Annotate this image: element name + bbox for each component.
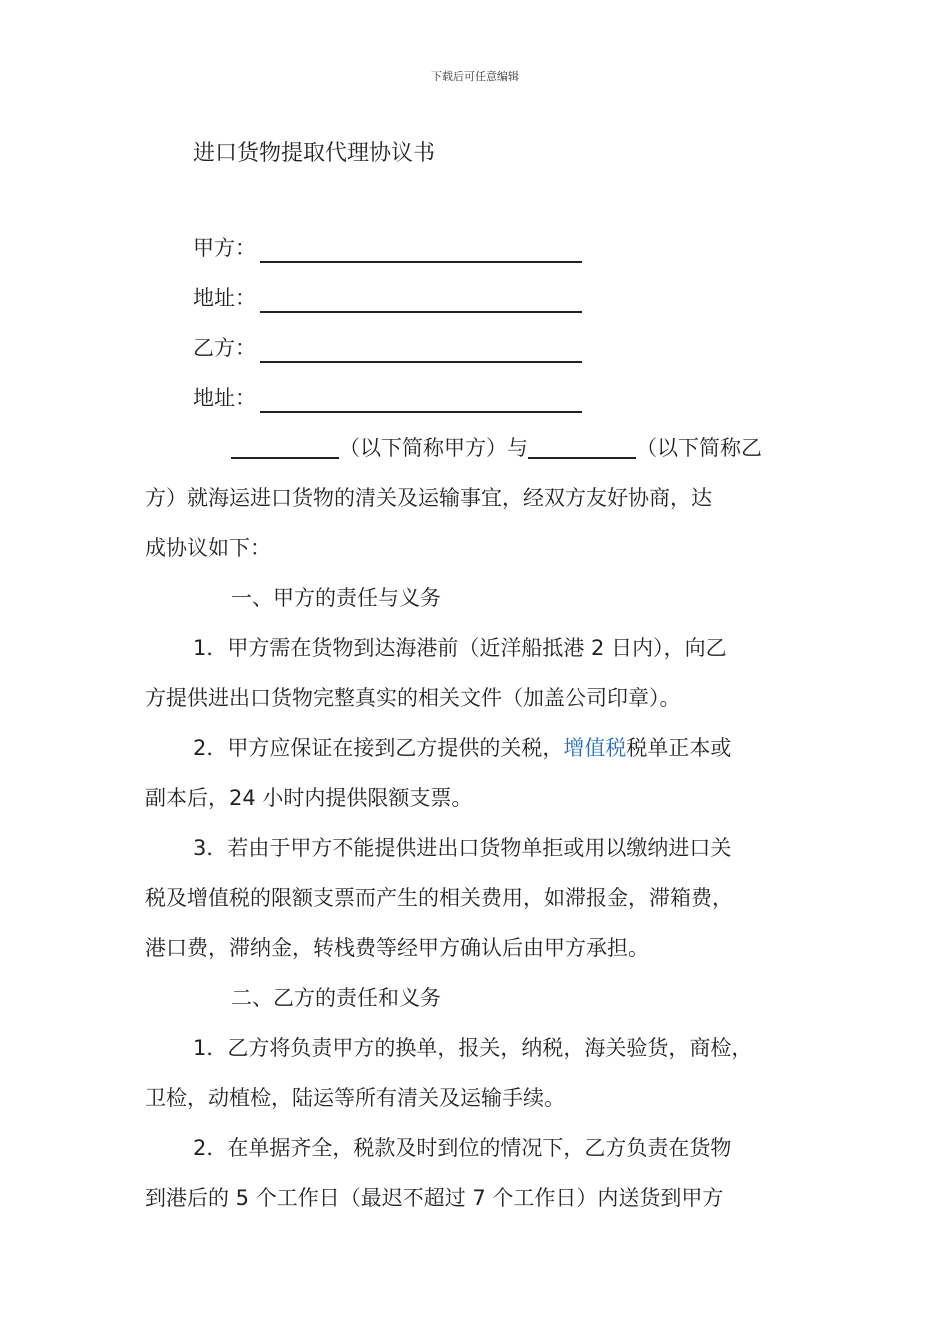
party-b-address-blank[interactable] [260, 387, 582, 413]
intro-line-3: 成协议如下： [145, 536, 271, 560]
party-a-label: 甲方： [193, 236, 256, 260]
s1-item2-text-b: 税单正本或 [626, 736, 732, 760]
intro-text-1: （以下简称甲方）与 [339, 436, 528, 460]
s2-item2-line2: 到港后的 5 个工作日（最迟不超过 7 个工作日）内送货到甲方 [145, 1186, 724, 1210]
s2-item1-line1: 1．乙方将负责甲方的换单，报关，纳税，海关验货，商检， [193, 1036, 753, 1060]
s2-item2-line1: 2．在单据齐全，税款及时到位的情况下，乙方负责在货物 [193, 1136, 732, 1160]
party-a-address-blank[interactable] [260, 287, 582, 313]
s1-item3-line3: 港口费，滞纳金，转栈费等经甲方确认后由甲方承担。 [145, 936, 649, 960]
s1-item2-text-a: 2．甲方应保证在接到乙方提供的关税， [193, 736, 564, 760]
document-title: 进口货物提取代理协议书 [193, 141, 436, 166]
intro-blank-b[interactable] [528, 431, 636, 459]
vat-link[interactable]: 增值税 [563, 736, 627, 760]
party-b-blank[interactable] [260, 337, 582, 363]
section-2-heading: 二、乙方的责任和义务 [231, 986, 441, 1010]
s1-item3-line2: 税及增值税的限额支票而产生的相关费用，如滞报金，滞箱费， [145, 886, 733, 910]
party-b-label: 乙方： [193, 336, 256, 360]
s1-item2-line2: 副本后，24 小时内提供限额支票。 [145, 786, 473, 810]
s2-item1-line2: 卫检，动植检，陆运等所有清关及运输手续。 [145, 1086, 565, 1110]
intro-blank-a[interactable] [231, 431, 339, 459]
s1-item2-line1 [145, 723, 858, 773]
party-a-blank[interactable] [260, 237, 582, 263]
party-a-field [193, 233, 582, 263]
s1-item1-line1: 1．甲方需在货物到达海港前（近洋船抵港 2 日内），向乙 [193, 636, 727, 660]
intro-text-2: （以下简称乙 [636, 436, 762, 460]
section-1-heading: 一、甲方的责任与义务 [231, 586, 441, 610]
intro-line-1 [145, 423, 896, 473]
party-b-field [193, 333, 582, 363]
party-b-address-field [193, 383, 582, 413]
s1-item1-line2: 方提供进出口货物完整真实的相关文件（加盖公司印章）。 [145, 686, 681, 710]
party-a-address-field [193, 283, 582, 313]
s1-item3-line1: 3．若由于甲方不能提供进出口货物单拒或用以缴纳进口关 [193, 836, 732, 860]
intro-line-2: 方）就海运进口货物的清关及运输事宜，经双方友好协商，达 [145, 486, 712, 510]
header-note: 下载后可任意编辑 [431, 70, 519, 83]
party-a-address-label: 地址： [193, 286, 256, 310]
party-b-address-label: 地址： [193, 386, 256, 410]
